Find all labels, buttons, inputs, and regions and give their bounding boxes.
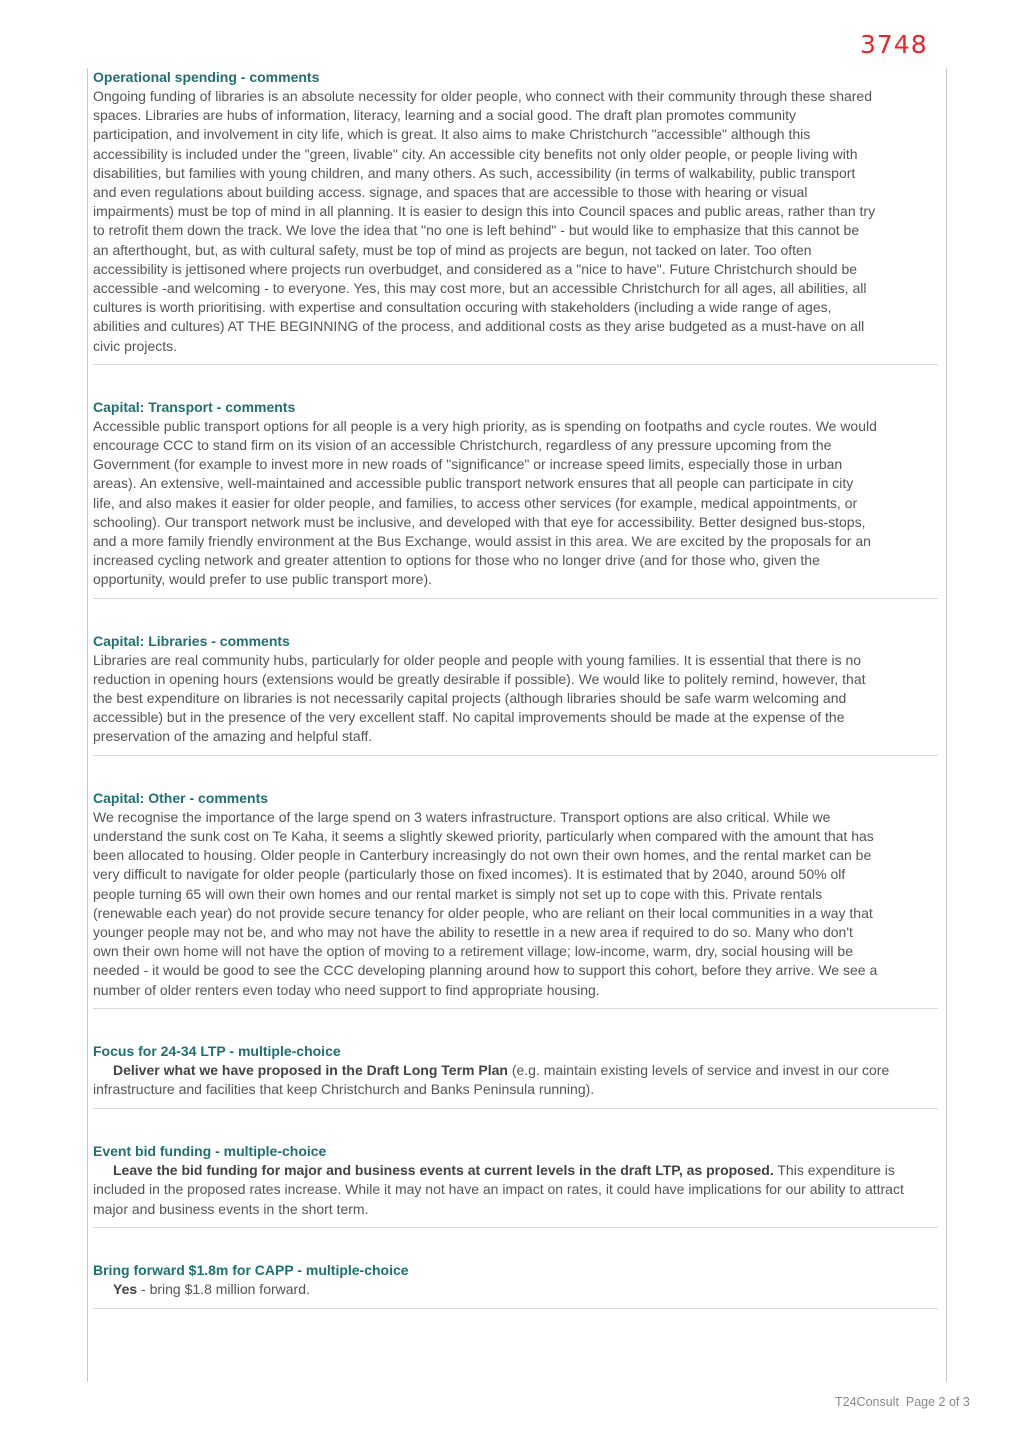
section-title: Capital: Other - comments [93,789,269,806]
page-footer [835,1395,970,1409]
selected-choice: Deliver what we have proposed in the Draft Long Term Plan [113,1061,508,1078]
section-title: Capital: Libraries - comments [93,632,290,649]
section-body: We recognise the importance of the large spend on 3 waters infrastructure. Transport options are also critical. While we understand the sunk cost on Te Kaha, it seems a slightly skewed priority, particularly when compared with the amount that has been allocated to housing. Older people in Canterbury increasingly do not own their own homes, and the rental market can be very difficult to navigate for older people (particularly those on fixed incomes). It is estimated that by 2040, around 50% olf people turning 65 will own their own homes and our rental market is simply not set up to cope with this. Private rentals (renewable each year) do not provide secure tenancy for older people, who are reliant on their local communities in a way that younger people may not be, and who may not have the ability to resettle in a new area if required to do so. Many who don't own their own home will not have the option of moving to a retirement village; low-income, warm, dry, social housing will be needed - it would be good to see the CCC developing planning around how to support this cohort, before they arrive. We see a number of older renters even today who need support to find appropriate housing. [93,808,878,998]
section-title: Capital: Transport - comments [93,398,296,415]
choice-answer [93,1280,938,1300]
choice-answer [93,1061,938,1100]
section-capp [93,1260,938,1309]
section-capital-other [93,788,938,1009]
section-body: Libraries are real community hubs, particularly for older people and people with young families. It is essential that there is no reduction in opening hours (extensions would be greatly desirable if possible). We would like to politely remind, however, that the best expenditure on libraries is not necessarily capital projects (although libraries should be safe warm welcoming and accessible) but in the presence of the very excellent staff. No capital improvements should be made at the expense of the preservation of the amazing and helpful staff. [93,651,866,745]
section-body: Accessible public transport options for all people is a very high priority, as is spending on footpaths and cycle routes. We would encourage CCC to stand firm on its vision of an accessible Christchurch, regardless of any pressure upcoming from the Government (for example to invest more in new roads of "significance" or increase speed limits, especially those in urban areas). An extensive, well-maintained and accessible public transport network ensures that all people can participate in city life, and also makes it easier for older people, and families, to access other services (for example, medical appointments, or schooling). Our transport network must be inclusive, and developed with that eye for accessibility. Better designed bus-stops, and a more family friendly environment at the Bus Exchange, would assist in this area. We are excited by the proposals for an increased cycling network and greater attention to options for those who no longer drive (and for those who, given the opportunity, would prefer to use public transport more). [93,417,877,588]
submission-content [93,67,938,1309]
selected-choice: Leave the bid funding for major and business events at current levels in the draft LTP, as proposed. [113,1161,774,1178]
choice-answer [93,1161,938,1220]
section-title: Focus for 24-34 LTP - multiple-choice [93,1042,341,1059]
section-body: Ongoing funding of libraries is an absolute necessity for older people, who connect with their community through these shared spaces. Libraries are hubs of information, literacy, learning and a social good. The draft plan promotes community participation, and involvement in city life, which is great. It also aims to make Christchurch "accessible" although this accessibility is included under the "green, livable" city. An accessible city benefits not only older people, or people living with disabilities, but families with young children, and many others. As such, accessibility (in terms of walkability, public transport and even regulations about building access. signage, and spaces that are accessible to those with hearing or visual impairments) must be top of mind in all planning. It is easier to design this into Council spaces and public areas, rather than try to retrofit them down the track. We love the idea that "no one is left behind" - but would like to emphasize that this cannot be an afterthought, but, as with cultural safety, must be top of mind as projects are begun, not tacked on later. Too often accessibility is jettisoned where projects run overbudget, and considered as a "nice to have". Future Christchurch should be accessible -and welcoming - to everyone. Yes, this may cost more, but an accessible Christchurch for all ages, all abilities, all cultures is worth prioritising. with expertise and consultation occuring with stakeholders (including a wide range of ages, abilities and cultures) AT THE BEGINNING of the process, and additional costs as they arise budgeted as a must-have on all civic projects. [93,88,876,354]
section-capital-transport [93,397,938,599]
submission-number: 3748 [860,30,928,59]
choice-detail: - bring $1.8 million forward. [137,1281,310,1298]
section-title: Bring forward $1.8m for CAPP - multiple-choice [93,1262,409,1279]
section-title: Event bid funding - multiple-choice [93,1142,327,1159]
section-title: Operational spending - comments [93,69,320,85]
section-event-bid-funding [93,1141,938,1229]
section-operational-spending [93,67,938,365]
section-capital-libraries [93,631,938,756]
selected-choice: Yes [113,1281,138,1298]
section-focus-ltp [93,1041,938,1109]
choice-detail: (e.g. maintain existing levels of service and invest in our core infrastructure and facilities that keep Christchurch and Banks Peninsula running). [93,1061,890,1098]
footer-source: T24Consult [835,1395,899,1409]
page-number: Page 2 of 3 [905,1395,970,1409]
choice-detail: This expenditure is included in the proposed rates increase. While it may not have an impact on rates, it could have implications for our ability to attract major and business events in the short term. [93,1161,904,1217]
